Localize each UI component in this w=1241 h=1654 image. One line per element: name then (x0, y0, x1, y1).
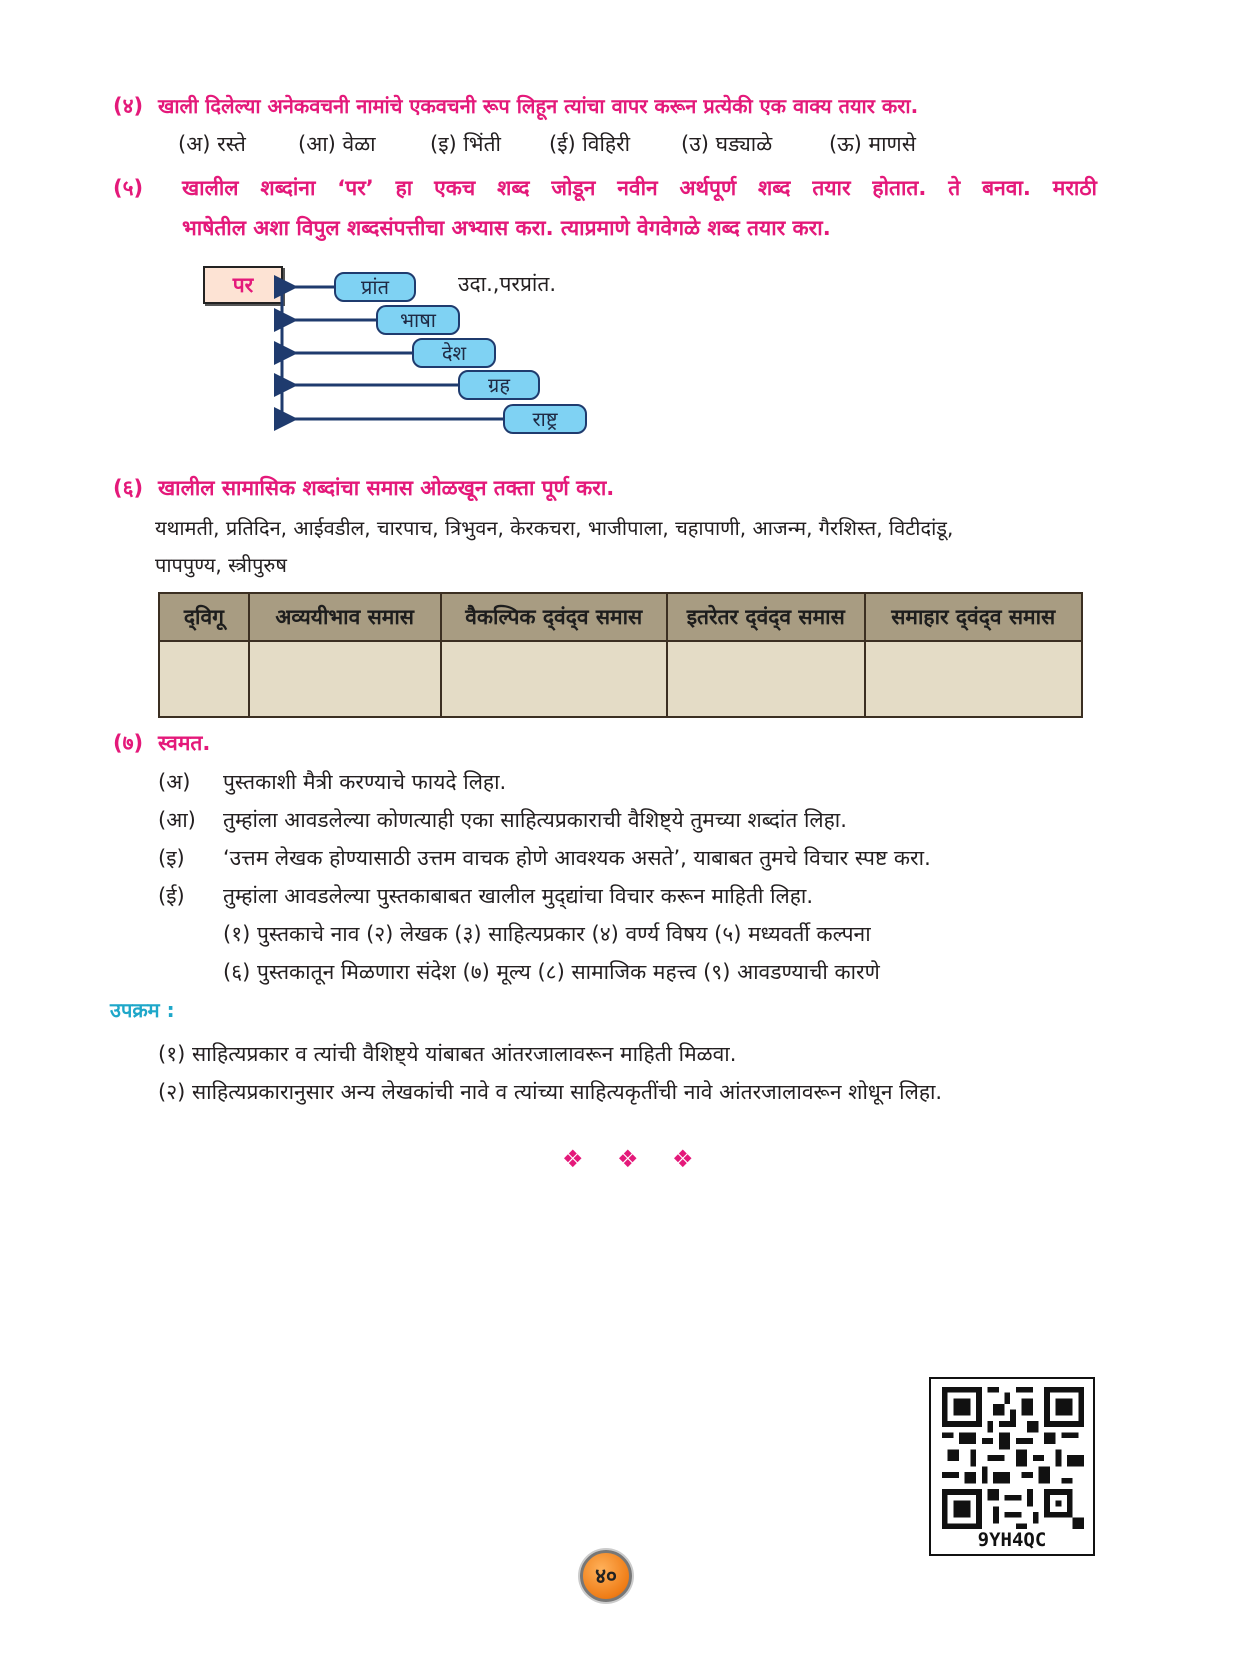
q7-number: (७) (113, 731, 144, 755)
q7-item-text: पुस्तकाशी मैत्री करण्याचे फायदे लिहा. (223, 770, 507, 794)
q4-item: (इ) भिंती (430, 132, 501, 156)
q6-number: (६) (113, 476, 144, 500)
table-header: वैकल्पिक द्‌वंद्‌व समास (441, 593, 667, 641)
table-header: अव्ययीभाव समास (249, 593, 441, 641)
q4-item: (आ) वेळा (298, 132, 376, 156)
table-header: द्‌विगू (159, 593, 249, 641)
q5-line2: भाषेतील अशा विपुल शब्दसंपत्तीचा अभ्यास करा. त्याप्रमाणे वेगवेगळे शब्द तयार करा. (182, 216, 831, 240)
table-cell[interactable] (865, 641, 1083, 717)
table-cell[interactable] (249, 641, 441, 717)
qr-code-box[interactable] (929, 1377, 1095, 1556)
q4-item: (ई) विहिरी (549, 132, 631, 156)
samas-table (158, 592, 1083, 718)
q7-title: स्वमत. (158, 731, 211, 755)
q4-item: (ऊ) माणसे (829, 132, 916, 156)
table-cell[interactable] (159, 641, 249, 717)
q7-item-text: तुम्हांला आवडलेल्या पुस्तकाबाबत खालील मुद्‌द्यांचा विचार करून माहिती लिहा. (223, 884, 814, 908)
q7-item-text: तुम्हांला आवडलेल्या कोणत्याही एका साहित्यप्रकाराची वैशिष्ट्ये तुमच्या शब्दांत लिहा. (223, 808, 847, 832)
ornament-icon: ❖ (672, 1145, 694, 1173)
q5-line1: खालील शब्दांना ‘पर’ हा एकच शब्द जोडून नवीन अर्थपूर्ण शब्द तयार होतात. ते बनवा. मराठी (182, 176, 1097, 200)
q7-item-label: (अ) (158, 770, 191, 794)
q6-title: खालील सामासिक शब्दांचा समास ओळखून तक्ता पूर्ण करा. (158, 476, 615, 500)
table-header: समाहार द्‌वंद्‌व समास (865, 593, 1083, 641)
root-word-box: पर (203, 266, 283, 304)
table-cell[interactable] (667, 641, 865, 717)
q4-item: (उ) घड्याळे (681, 132, 773, 156)
table-row (159, 641, 1082, 717)
q6-words-line2: पापपुण्य, स्त्रीपुरुष (155, 553, 287, 577)
table-cell[interactable] (441, 641, 667, 717)
upakram-item: (१) साहित्यप्रकार व त्यांची वैशिष्ट्ये यांबाबत आंतरजालावरून माहिती मिळवा. (158, 1042, 737, 1066)
q4-number: (४) (113, 94, 144, 118)
upakram-item: (२) साहित्यप्रकारानुसार अन्य लेखकांची नावे व त्यांच्या साहित्यकृतींची नावे आंतरजालावरून शोधून लिहा. (158, 1080, 943, 1104)
q7-item-label: (आ) (158, 808, 196, 832)
diagram-example: उदा.,परप्रांत. (458, 272, 556, 296)
table-header-row (159, 593, 1082, 641)
q7-sub-line1: (१) पुस्तकाचे नाव (२) लेखक (३) साहित्यप्रकार (४) वर्ण्य विषय (५) मध्यवर्ती कल्पना (223, 922, 871, 946)
q7-item-text: ‘उत्तम लेखक होण्यासाठी उत्तम वाचक होणे आवश्यक असते’, याबाबत तुमचे विचार स्पष्ट करा. (223, 846, 931, 870)
word-pill: देश (412, 338, 496, 368)
qr-code-icon (942, 1387, 1084, 1529)
word-pill: राष्ट्र (503, 404, 587, 434)
q4-item: (अ) रस्ते (178, 132, 246, 156)
q7-item-label: (इ) (158, 846, 185, 870)
word-pill: प्रांत (334, 272, 416, 302)
qr-code-label: 9YH4QC (977, 1529, 1047, 1551)
word-pill: ग्रह (458, 370, 540, 400)
ornament-icon: ❖ (562, 1145, 584, 1173)
q7-item-label: (ई) (158, 884, 185, 908)
ornament-icon: ❖ (617, 1145, 639, 1173)
page-number-badge: ४० (580, 1550, 632, 1602)
q7-sub-line2: (६) पुस्तकातून मिळणारा संदेश (७) मूल्य (८) सामाजिक महत्त्व (९) आवडण्याची कारणे (223, 960, 880, 984)
q6-words-line1: यथामती, प्रतिदिन, आईवडील, चारपाच, त्रिभुवन, केरकचरा, भाजीपाला, चहापाणी, आजन्म, गैरशिस्त, विटीदांडू, (155, 516, 954, 540)
word-pill: भाषा (376, 305, 460, 335)
upakram-title: उपक्रम : (110, 998, 175, 1022)
table-header: इतरेतर द्‌वंद्‌व समास (667, 593, 865, 641)
q5-number: (५) (113, 176, 144, 200)
q4-title: खाली दिलेल्या अनेकवचनी नामांचे एकवचनी रूप लिहून त्यांचा वापर करून प्रत्येकी एक वाक्य तयार करा. (158, 94, 919, 118)
